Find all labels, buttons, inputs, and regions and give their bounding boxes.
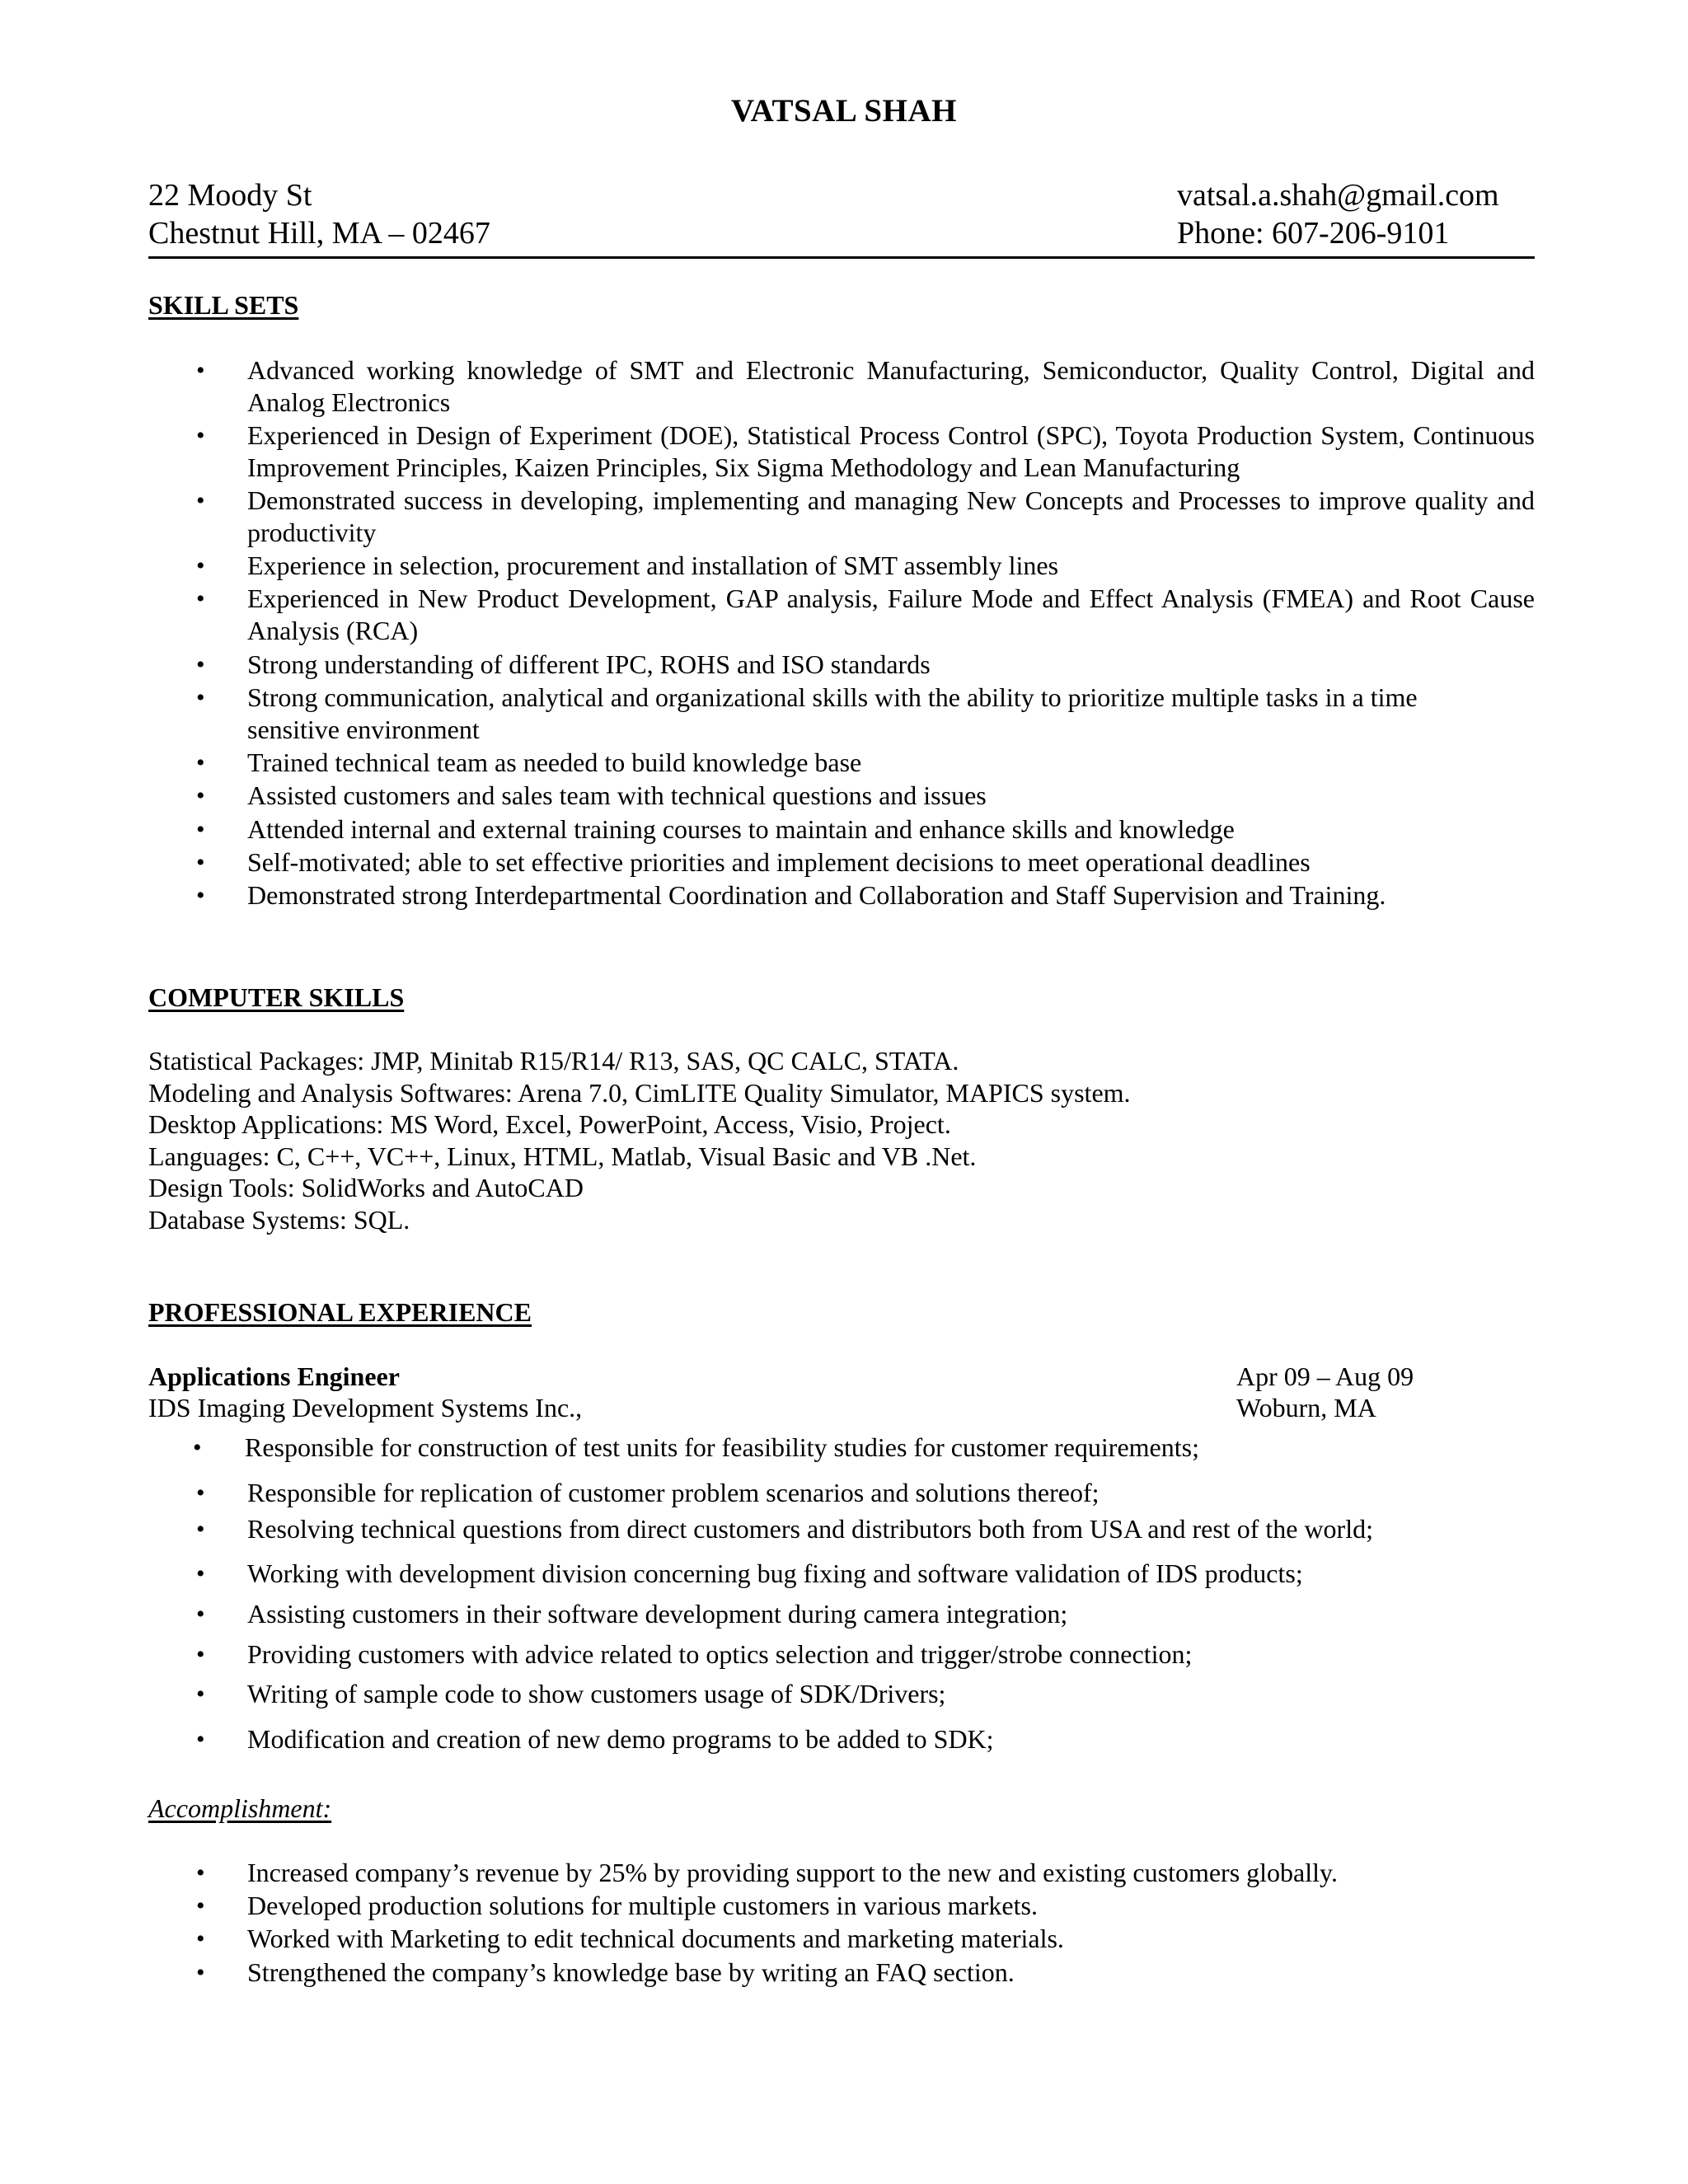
accomplishment-text: Worked with Marketing to edit technical documents and marketing materials. — [247, 1924, 1064, 1953]
bullet-icon: • — [196, 849, 205, 876]
bullet-icon: • — [196, 1959, 205, 1986]
skill-item-text: Advanced working knowledge of SMT and Electronic Manufacturing, Semiconductor, Quality Control, Digital and Analog Electronics — [247, 355, 1535, 417]
bullet-icon: • — [196, 1892, 205, 1919]
bullet-icon: • — [196, 487, 205, 514]
bullet-icon: • — [196, 1680, 205, 1708]
bullet-icon: • — [196, 1925, 205, 1952]
computer-skill-line: Design Tools: SolidWorks and AutoCAD — [148, 1173, 584, 1202]
email-address: vatsal.a.shah@gmail.com — [1177, 178, 1499, 213]
skill-item-text: Experience in selection, procurement and installation of SMT assembly lines — [247, 551, 1059, 580]
skill-item-text: Experienced in New Product Development, GAP analysis, Failure Mode and Effect Analysis (FMEA) and Root Cause Analysis (RCA) — [247, 583, 1535, 645]
skill-item-text: Strong understanding of different IPC, ROHS and ISO standards — [247, 649, 931, 679]
bullet-icon: • — [193, 1434, 202, 1461]
skill-item-text: Assisted customers and sales team with technical questions and issues — [247, 780, 987, 810]
candidate-name: VATSAL SHAH — [731, 93, 957, 129]
skill-item-text: Experienced in Design of Experiment (DOE), Statistical Process Control (SPC), Toyota Production System, Continuous Improvement Principles, Kaizen Principles, Six Sigma Methodology and Lean Manufacturing — [247, 420, 1535, 482]
computer-skill-line: Desktop Applications: MS Word, Excel, PowerPoint, Access, Visio, Project. — [148, 1109, 951, 1139]
bullet-icon: • — [196, 357, 205, 384]
accomplishment-text: Strengthened the company’s knowledge base by writing an FAQ section. — [247, 1957, 1015, 1987]
skill-sets-heading: SKILL SETS — [148, 290, 299, 320]
bullet-icon: • — [196, 684, 205, 711]
bullet-icon: • — [196, 651, 205, 678]
job-location: Woburn, MA — [1236, 1393, 1376, 1422]
responsibility-text: Resolving technical questions from direct customers and distributors both from USA and rest of the world; — [247, 1514, 1373, 1544]
bullet-icon: • — [196, 1859, 205, 1886]
computer-skills-heading: COMPUTER SKILLS — [148, 982, 405, 1012]
job-title: Applications Engineer — [148, 1361, 400, 1391]
responsibility-text: Writing of sample code to show customers usage of SDK/Drivers; — [247, 1679, 946, 1708]
skill-item-text: Self-motivated; able to set effective priorities and implement decisions to meet operational deadlines — [247, 847, 1311, 877]
bullet-icon: • — [196, 816, 205, 843]
responsibility-text: Working with development division concerning bug fixing and software validation of IDS products; — [247, 1558, 1303, 1588]
bullet-icon: • — [196, 882, 205, 909]
bullet-icon: • — [196, 1726, 205, 1753]
bullet-icon: • — [196, 422, 205, 449]
bullet-icon: • — [196, 749, 205, 776]
header-divider — [148, 256, 1535, 259]
skill-item-text: Attended internal and external training courses to maintain and enhance skills and knowledge — [247, 814, 1235, 844]
skill-item-text: Demonstrated success in developing, implementing and managing New Concepts and Processes to improve quality and productivity — [247, 485, 1535, 547]
responsibility-text: Assisting customers in their software development during camera integration; — [247, 1599, 1068, 1629]
bullet-icon: • — [196, 1641, 205, 1668]
accomplishment-text: Developed production solutions for multiple customers in various markets. — [247, 1891, 1038, 1920]
computer-skill-line: Database Systems: SQL. — [148, 1205, 410, 1235]
address-line-1: 22 Moody St — [148, 178, 312, 213]
phone-number: Phone: 607-206-9101 — [1177, 216, 1450, 251]
skill-item-text: Trained technical team as needed to build knowledge base — [247, 748, 862, 777]
job-dates: Apr 09 – Aug 09 — [1236, 1361, 1414, 1391]
bullet-icon: • — [196, 1560, 205, 1587]
computer-skill-line: Modeling and Analysis Softwares: Arena 7.0, CimLITE Quality Simulator, MAPICS system. — [148, 1078, 1131, 1108]
responsibility-text: Responsible for construction of test units for feasibility studies for customer requirements; — [245, 1432, 1199, 1462]
bullet-icon: • — [196, 782, 205, 809]
bullet-icon: • — [196, 1516, 205, 1543]
responsibility-text: Modification and creation of new demo programs to be added to SDK; — [247, 1724, 994, 1754]
skill-item-text: Demonstrated strong Interdepartmental Coordination and Collaboration and Staff Supervision and Training. — [247, 880, 1386, 910]
bullet-icon: • — [196, 552, 205, 579]
bullet-icon: • — [196, 1479, 205, 1507]
job-company: IDS Imaging Development Systems Inc., — [148, 1393, 583, 1422]
address-line-2: Chestnut Hill, MA – 02467 — [148, 216, 490, 251]
professional-experience-heading: PROFESSIONAL EXPERIENCE — [148, 1297, 532, 1327]
responsibility-text: Responsible for replication of customer problem scenarios and solutions thereof; — [247, 1478, 1100, 1507]
computer-skill-line: Languages: C, C++, VC++, Linux, HTML, Matlab, Visual Basic and VB .Net. — [148, 1141, 977, 1171]
bullet-icon: • — [196, 585, 205, 612]
skill-item-text: Strong communication, analytical and organizational skills with the ability to prioritize multiple tasks in a time sensitive environment — [247, 682, 1418, 744]
accomplishment-heading: Accomplishment: — [148, 1793, 332, 1823]
accomplishment-text: Increased company’s revenue by 25% by providing support to the new and existing customers globally. — [247, 1858, 1338, 1887]
computer-skill-line: Statistical Packages: JMP, Minitab R15/R14/ R13, SAS, QC CALC, STATA. — [148, 1046, 959, 1076]
responsibility-text: Providing customers with advice related to optics selection and trigger/strobe connection; — [247, 1639, 1193, 1669]
bullet-icon: • — [196, 1601, 205, 1628]
